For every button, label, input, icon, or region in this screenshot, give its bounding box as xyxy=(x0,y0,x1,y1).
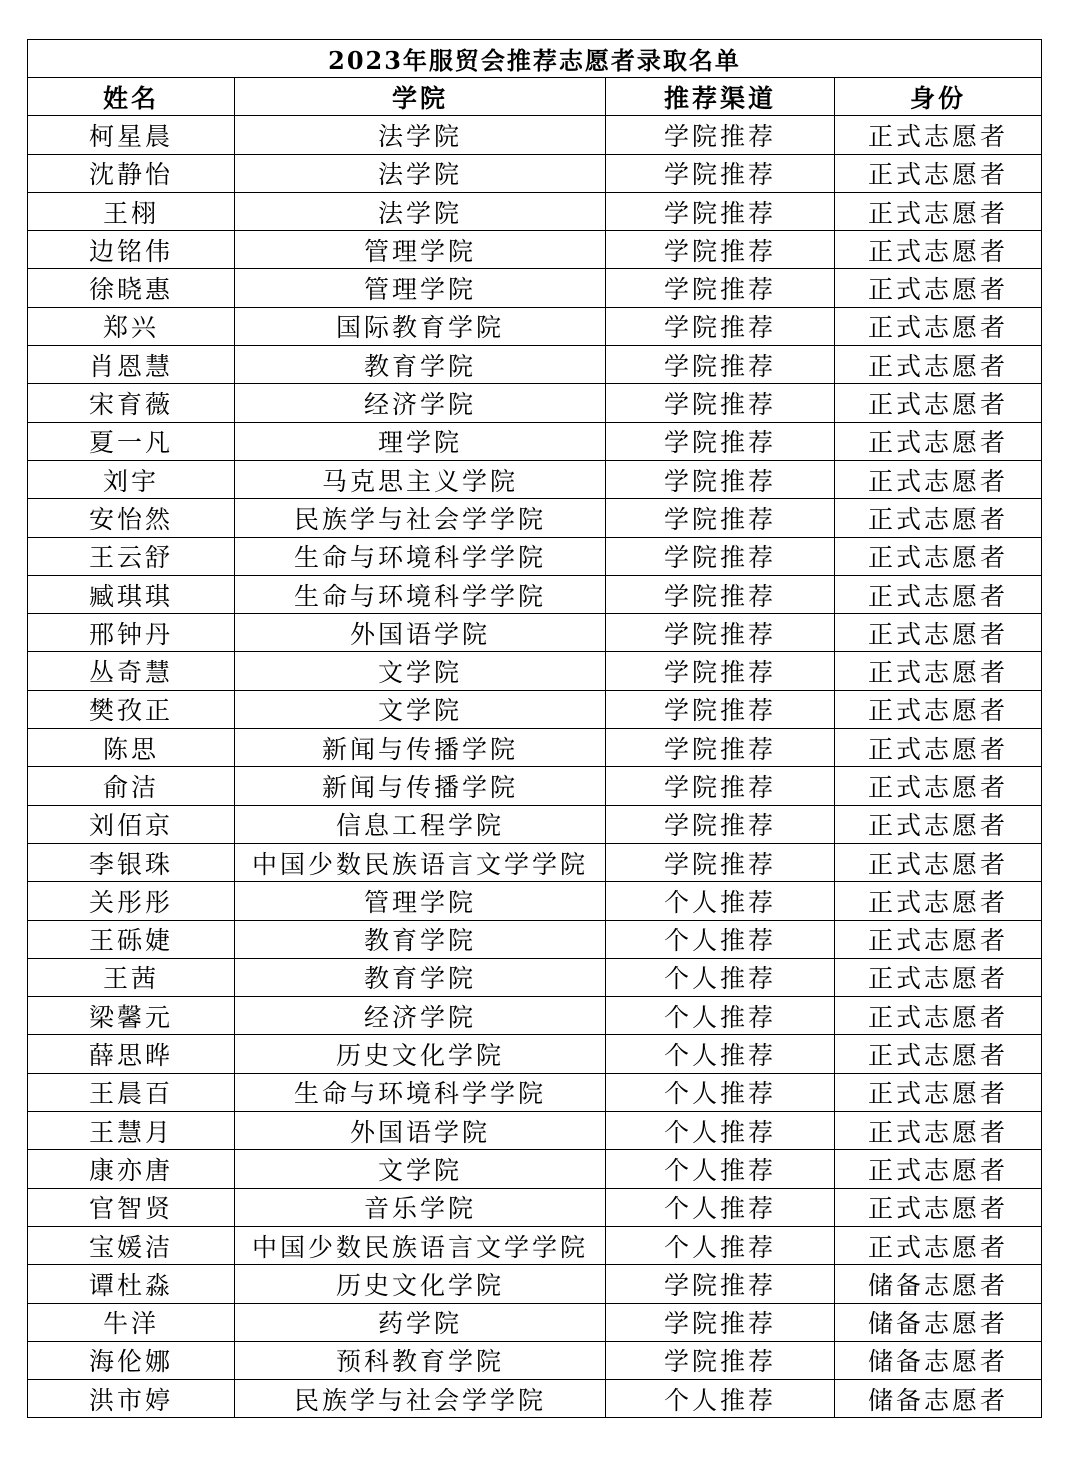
cell-channel: 学院推荐 xyxy=(606,1265,835,1303)
cell-college: 管理学院 xyxy=(235,231,606,269)
cell-status: 正式志愿者 xyxy=(835,307,1042,345)
cell-name: 谭杜淼 xyxy=(28,1265,235,1303)
cell-status: 正式志愿者 xyxy=(835,729,1042,767)
table-row xyxy=(28,1265,1042,1303)
cell-status: 正式志愿者 xyxy=(835,192,1042,230)
cell-channel: 学院推荐 xyxy=(606,460,835,498)
cell-name: 梁馨元 xyxy=(28,997,235,1035)
cell-channel: 个人推荐 xyxy=(606,1035,835,1073)
table-row xyxy=(28,192,1042,230)
cell-name: 邢钟丹 xyxy=(28,614,235,652)
cell-college: 生命与环境科学学院 xyxy=(235,537,606,575)
cell-name: 薛思晔 xyxy=(28,1035,235,1073)
table-body xyxy=(28,116,1042,1418)
table-row xyxy=(28,499,1042,537)
table-row xyxy=(28,537,1042,575)
cell-status: 储备志愿者 xyxy=(835,1265,1042,1303)
cell-status: 正式志愿者 xyxy=(835,422,1042,460)
cell-status: 正式志愿者 xyxy=(835,843,1042,881)
cell-status: 正式志愿者 xyxy=(835,1073,1042,1111)
cell-channel: 学院推荐 xyxy=(606,499,835,537)
cell-college: 新闻与传播学院 xyxy=(235,729,606,767)
cell-college: 中国少数民族语言文学学院 xyxy=(235,843,606,881)
cell-channel: 个人推荐 xyxy=(606,1073,835,1111)
cell-college: 文学院 xyxy=(235,652,606,690)
cell-channel: 学院推荐 xyxy=(606,805,835,843)
column-header-status: 身份 xyxy=(835,78,1042,116)
cell-status: 正式志愿者 xyxy=(835,882,1042,920)
cell-college: 管理学院 xyxy=(235,269,606,307)
cell-name: 王砾婕 xyxy=(28,920,235,958)
cell-college: 生命与环境科学学院 xyxy=(235,575,606,613)
table-row xyxy=(28,652,1042,690)
cell-status: 正式志愿者 xyxy=(835,1188,1042,1226)
cell-channel: 个人推荐 xyxy=(606,882,835,920)
cell-college: 中国少数民族语言文学学院 xyxy=(235,1226,606,1264)
cell-college: 外国语学院 xyxy=(235,1112,606,1150)
cell-status: 正式志愿者 xyxy=(835,460,1042,498)
cell-channel: 学院推荐 xyxy=(606,1303,835,1341)
cell-status: 正式志愿者 xyxy=(835,499,1042,537)
cell-name: 康亦唐 xyxy=(28,1150,235,1188)
cell-status: 正式志愿者 xyxy=(835,1226,1042,1264)
table-row xyxy=(28,346,1042,384)
table-row xyxy=(28,1341,1042,1379)
cell-channel: 个人推荐 xyxy=(606,1150,835,1188)
table-row xyxy=(28,882,1042,920)
cell-channel: 学院推荐 xyxy=(606,690,835,728)
volunteer-admission-table xyxy=(27,39,1042,1418)
cell-name: 王栩 xyxy=(28,192,235,230)
cell-status: 正式志愿者 xyxy=(835,154,1042,192)
cell-status: 正式志愿者 xyxy=(835,958,1042,996)
cell-name: 王晨百 xyxy=(28,1073,235,1111)
cell-status: 正式志愿者 xyxy=(835,920,1042,958)
table-row xyxy=(28,460,1042,498)
cell-name: 洪市婷 xyxy=(28,1380,235,1418)
table-row xyxy=(28,575,1042,613)
cell-college: 法学院 xyxy=(235,192,606,230)
cell-college: 文学院 xyxy=(235,1150,606,1188)
cell-name: 郑兴 xyxy=(28,307,235,345)
cell-name: 刘佰京 xyxy=(28,805,235,843)
cell-channel: 学院推荐 xyxy=(606,614,835,652)
cell-channel: 学院推荐 xyxy=(606,729,835,767)
cell-college: 法学院 xyxy=(235,154,606,192)
cell-channel: 学院推荐 xyxy=(606,192,835,230)
cell-college: 文学院 xyxy=(235,690,606,728)
table-row xyxy=(28,1150,1042,1188)
admission-list-document xyxy=(27,39,1041,1418)
cell-college: 经济学院 xyxy=(235,384,606,422)
cell-college: 音乐学院 xyxy=(235,1188,606,1226)
cell-status: 正式志愿者 xyxy=(835,1035,1042,1073)
cell-name: 肖恩慧 xyxy=(28,346,235,384)
table-row xyxy=(28,1188,1042,1226)
cell-name: 海伦娜 xyxy=(28,1341,235,1379)
cell-status: 正式志愿者 xyxy=(835,537,1042,575)
cell-channel: 个人推荐 xyxy=(606,958,835,996)
table-row xyxy=(28,154,1042,192)
cell-college: 历史文化学院 xyxy=(235,1265,606,1303)
cell-channel: 学院推荐 xyxy=(606,307,835,345)
cell-name: 俞洁 xyxy=(28,767,235,805)
table-row xyxy=(28,1073,1042,1111)
cell-college: 法学院 xyxy=(235,116,606,154)
cell-college: 历史文化学院 xyxy=(235,1035,606,1073)
cell-college: 生命与环境科学学院 xyxy=(235,1073,606,1111)
cell-name: 王慧月 xyxy=(28,1112,235,1150)
table-row xyxy=(28,384,1042,422)
cell-name: 陈思 xyxy=(28,729,235,767)
table-row xyxy=(28,307,1042,345)
cell-college: 理学院 xyxy=(235,422,606,460)
title-row xyxy=(28,40,1042,78)
cell-college: 新闻与传播学院 xyxy=(235,767,606,805)
cell-name: 刘宇 xyxy=(28,460,235,498)
cell-status: 正式志愿者 xyxy=(835,1112,1042,1150)
cell-name: 宝媛洁 xyxy=(28,1226,235,1264)
cell-status: 储备志愿者 xyxy=(835,1380,1042,1418)
table-row xyxy=(28,729,1042,767)
cell-name: 臧琪琪 xyxy=(28,575,235,613)
column-header-channel: 推荐渠道 xyxy=(606,78,835,116)
cell-channel: 学院推荐 xyxy=(606,384,835,422)
cell-channel: 个人推荐 xyxy=(606,1380,835,1418)
cell-channel: 个人推荐 xyxy=(606,920,835,958)
cell-name: 夏一凡 xyxy=(28,422,235,460)
cell-college: 教育学院 xyxy=(235,346,606,384)
table-row xyxy=(28,767,1042,805)
cell-status: 正式志愿者 xyxy=(835,997,1042,1035)
cell-channel: 学院推荐 xyxy=(606,843,835,881)
cell-college: 预科教育学院 xyxy=(235,1341,606,1379)
cell-name: 沈静怡 xyxy=(28,154,235,192)
table-row xyxy=(28,614,1042,652)
table-row xyxy=(28,269,1042,307)
cell-status: 正式志愿者 xyxy=(835,116,1042,154)
cell-name: 牛洋 xyxy=(28,1303,235,1341)
cell-channel: 学院推荐 xyxy=(606,652,835,690)
table-row xyxy=(28,422,1042,460)
cell-channel: 学院推荐 xyxy=(606,1341,835,1379)
cell-channel: 个人推荐 xyxy=(606,997,835,1035)
cell-name: 王茜 xyxy=(28,958,235,996)
table-row xyxy=(28,1303,1042,1341)
table-row xyxy=(28,805,1042,843)
cell-college: 民族学与社会学学院 xyxy=(235,1380,606,1418)
cell-name: 樊孜正 xyxy=(28,690,235,728)
header-row xyxy=(28,78,1042,116)
table-row xyxy=(28,1226,1042,1264)
cell-channel: 学院推荐 xyxy=(606,537,835,575)
table-title: 2023年服贸会推荐志愿者录取名单 xyxy=(28,40,1042,78)
cell-name: 安怡然 xyxy=(28,499,235,537)
cell-channel: 个人推荐 xyxy=(606,1188,835,1226)
cell-college: 民族学与社会学学院 xyxy=(235,499,606,537)
cell-college: 经济学院 xyxy=(235,997,606,1035)
cell-channel: 学院推荐 xyxy=(606,575,835,613)
cell-status: 正式志愿者 xyxy=(835,805,1042,843)
cell-status: 储备志愿者 xyxy=(835,1303,1042,1341)
cell-channel: 学院推荐 xyxy=(606,231,835,269)
table-row xyxy=(28,1380,1042,1418)
cell-name: 边铭伟 xyxy=(28,231,235,269)
cell-college: 信息工程学院 xyxy=(235,805,606,843)
cell-channel: 学院推荐 xyxy=(606,767,835,805)
cell-status: 正式志愿者 xyxy=(835,346,1042,384)
table-row xyxy=(28,231,1042,269)
cell-status: 正式志愿者 xyxy=(835,767,1042,805)
cell-name: 关彤彤 xyxy=(28,882,235,920)
cell-channel: 学院推荐 xyxy=(606,346,835,384)
cell-name: 柯星晨 xyxy=(28,116,235,154)
cell-name: 徐晓惠 xyxy=(28,269,235,307)
cell-college: 药学院 xyxy=(235,1303,606,1341)
cell-college: 管理学院 xyxy=(235,882,606,920)
cell-channel: 学院推荐 xyxy=(606,116,835,154)
cell-channel: 学院推荐 xyxy=(606,154,835,192)
cell-status: 正式志愿者 xyxy=(835,614,1042,652)
cell-status: 储备志愿者 xyxy=(835,1341,1042,1379)
column-header-name: 姓名 xyxy=(28,78,235,116)
cell-college: 国际教育学院 xyxy=(235,307,606,345)
cell-name: 李银珠 xyxy=(28,843,235,881)
cell-college: 外国语学院 xyxy=(235,614,606,652)
cell-name: 宋育薇 xyxy=(28,384,235,422)
table-row xyxy=(28,958,1042,996)
cell-status: 正式志愿者 xyxy=(835,269,1042,307)
cell-name: 官智贤 xyxy=(28,1188,235,1226)
cell-status: 正式志愿者 xyxy=(835,652,1042,690)
cell-channel: 个人推荐 xyxy=(606,1112,835,1150)
cell-name: 王云舒 xyxy=(28,537,235,575)
table-row xyxy=(28,116,1042,154)
table-row xyxy=(28,1112,1042,1150)
table-row xyxy=(28,843,1042,881)
table-row xyxy=(28,690,1042,728)
cell-college: 教育学院 xyxy=(235,920,606,958)
cell-channel: 学院推荐 xyxy=(606,422,835,460)
table-row xyxy=(28,920,1042,958)
cell-college: 教育学院 xyxy=(235,958,606,996)
cell-college: 马克思主义学院 xyxy=(235,460,606,498)
cell-status: 正式志愿者 xyxy=(835,384,1042,422)
cell-status: 正式志愿者 xyxy=(835,1150,1042,1188)
cell-name: 丛奇慧 xyxy=(28,652,235,690)
cell-status: 正式志愿者 xyxy=(835,575,1042,613)
cell-channel: 学院推荐 xyxy=(606,269,835,307)
table-row xyxy=(28,997,1042,1035)
cell-status: 正式志愿者 xyxy=(835,231,1042,269)
table-row xyxy=(28,1035,1042,1073)
column-header-college: 学院 xyxy=(235,78,606,116)
cell-channel: 个人推荐 xyxy=(606,1226,835,1264)
cell-status: 正式志愿者 xyxy=(835,690,1042,728)
